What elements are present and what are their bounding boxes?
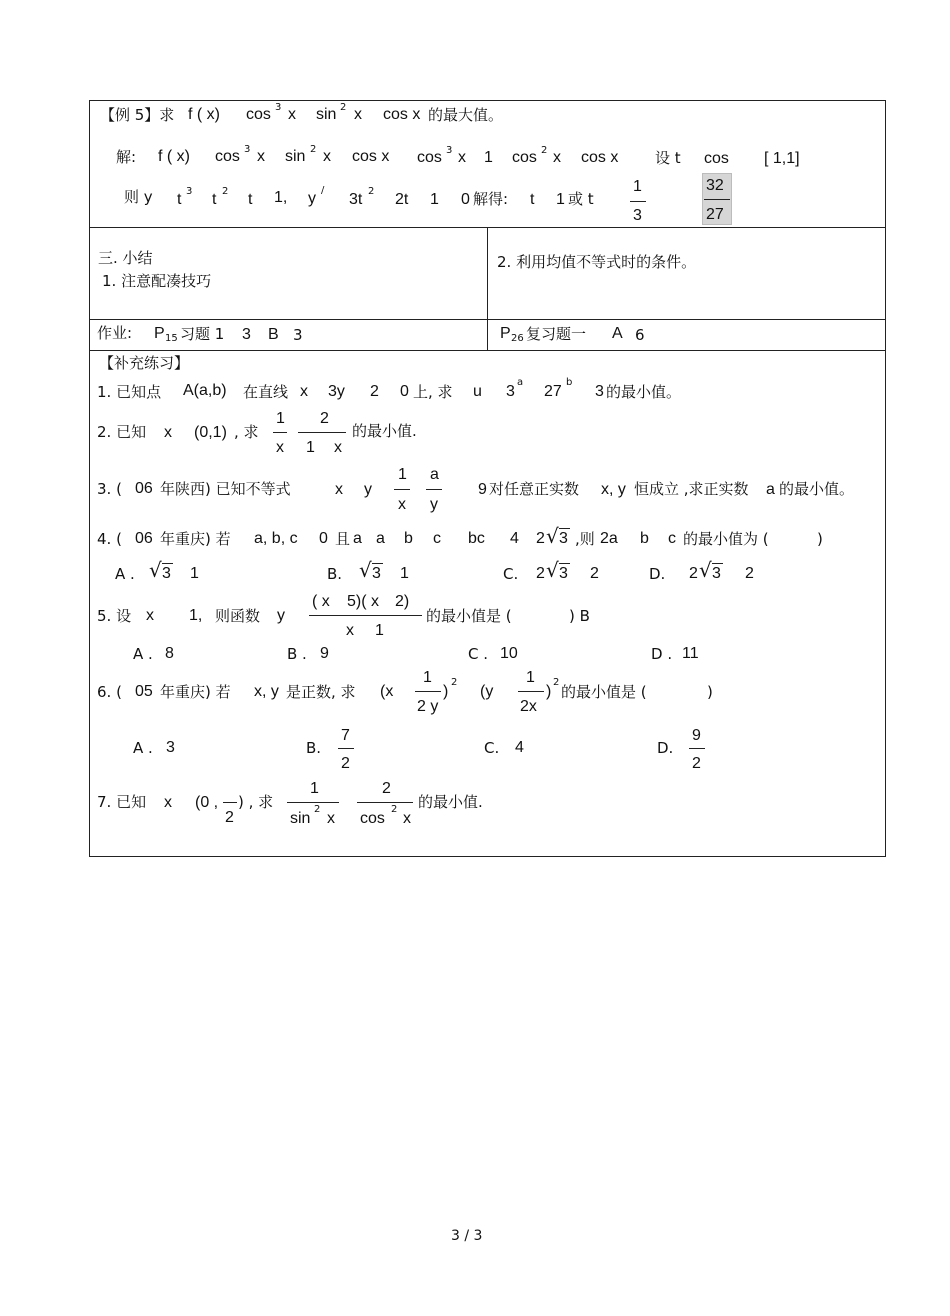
answer-denominator: 27 xyxy=(706,206,724,223)
fraction-bar xyxy=(394,489,410,490)
fraction-bar xyxy=(309,615,422,616)
option-c: C. xyxy=(503,565,519,583)
answer-numerator: 32 xyxy=(706,177,724,194)
fraction-bar xyxy=(357,802,413,803)
page-number: 3 / 3 xyxy=(451,1228,483,1244)
practice-title: 【补充练习】 xyxy=(99,354,190,372)
summary-title: 三. 小结 xyxy=(98,249,153,267)
sqrt-sign: √ xyxy=(546,524,559,548)
fraction-bar xyxy=(338,748,354,749)
answer-fraction-bar xyxy=(704,199,730,200)
summary-item-1: 1. 注意配凑技巧 xyxy=(102,272,212,290)
homework-label: 作业: xyxy=(97,324,133,342)
fraction-bar xyxy=(223,802,237,803)
interval: [ 1,1] xyxy=(764,150,800,167)
solution-label: 解: xyxy=(116,148,137,166)
page: 【例 5】求 f ( x) cos 3 x sin 2 x cos x 的最大值。 解: f ( x) cos 3 x sin 2 x cos x cos 3 x 1 cos 2 x cos x 设 t cos [ 1,1] 则 y t 3 t 2 t 1, y / 3t 2 2t 1 0 解得: t 1 或 t 1 3 32 27 三. 小结 1. 注意配凑技巧 2. 利用均值不等式时的条件。 作业: P 15 习题 1 3 B 3 P 26 复习题一 A 6 【补充练习】 1. 已知点 A(a,b) 在直线 x 3y 2 0 上, 求 u 3 a 27 b 3 的最小值。 2. 已知 x (0,1) , 求 1 x 2 1 x 的最小值. 3. ( 06 年陕西) 已知不等式 x y 1 x a y 9 对任意正实数 x, y 恒成立 ,求正实数 a 的最小值。 4. ( 06 年重庆) 若 a, b, c 0 且 a a b c bc 4 2 √ 3 ,则 2a b c 的最小值为 ( ) A . √ 3 1 B. √ 3 1 C. 2 √ 3 2 D. 2 √ 3 2 5. 设 x 1, 则函数 y ( x 5)( x 2) x 1 的最小值是 ( ) B A . 8 B . 9 C . 10 D . 11 6. ( 05 年重庆) 若 x, y 是正数, 求 (x 1 2 y ) 2 (y 1 2x ) 2 的最小值是 ( ) A . 3 B. 7 2 C. 4 D. 9 2 7. 已知 x (0 , 2 ) , 求 1 sin 2 x 2 cos 2 x 的最小值. 3 / 3 xyxy=(0,0,950,1316)
option-a: A . xyxy=(115,565,135,583)
summary-item-2: 2. 利用均值不等式时的条件。 xyxy=(497,253,697,271)
fraction-bar xyxy=(287,802,339,803)
fraction-bar xyxy=(518,691,544,692)
fraction-bar xyxy=(415,691,441,692)
fraction-denominator: 3 xyxy=(633,207,642,224)
function-name: f ( x) xyxy=(188,106,220,123)
sqrt-bar xyxy=(559,528,570,529)
example-header: 【例 5】求 xyxy=(100,106,175,124)
fraction-bar xyxy=(273,432,287,433)
fraction-bar xyxy=(689,748,705,749)
fraction-bar xyxy=(426,489,442,490)
fraction-numerator: 1 xyxy=(633,178,642,195)
fraction-bar xyxy=(298,432,346,433)
option-d: D. xyxy=(649,565,666,583)
fraction-bar xyxy=(630,201,646,202)
option-b: B. xyxy=(327,565,343,583)
